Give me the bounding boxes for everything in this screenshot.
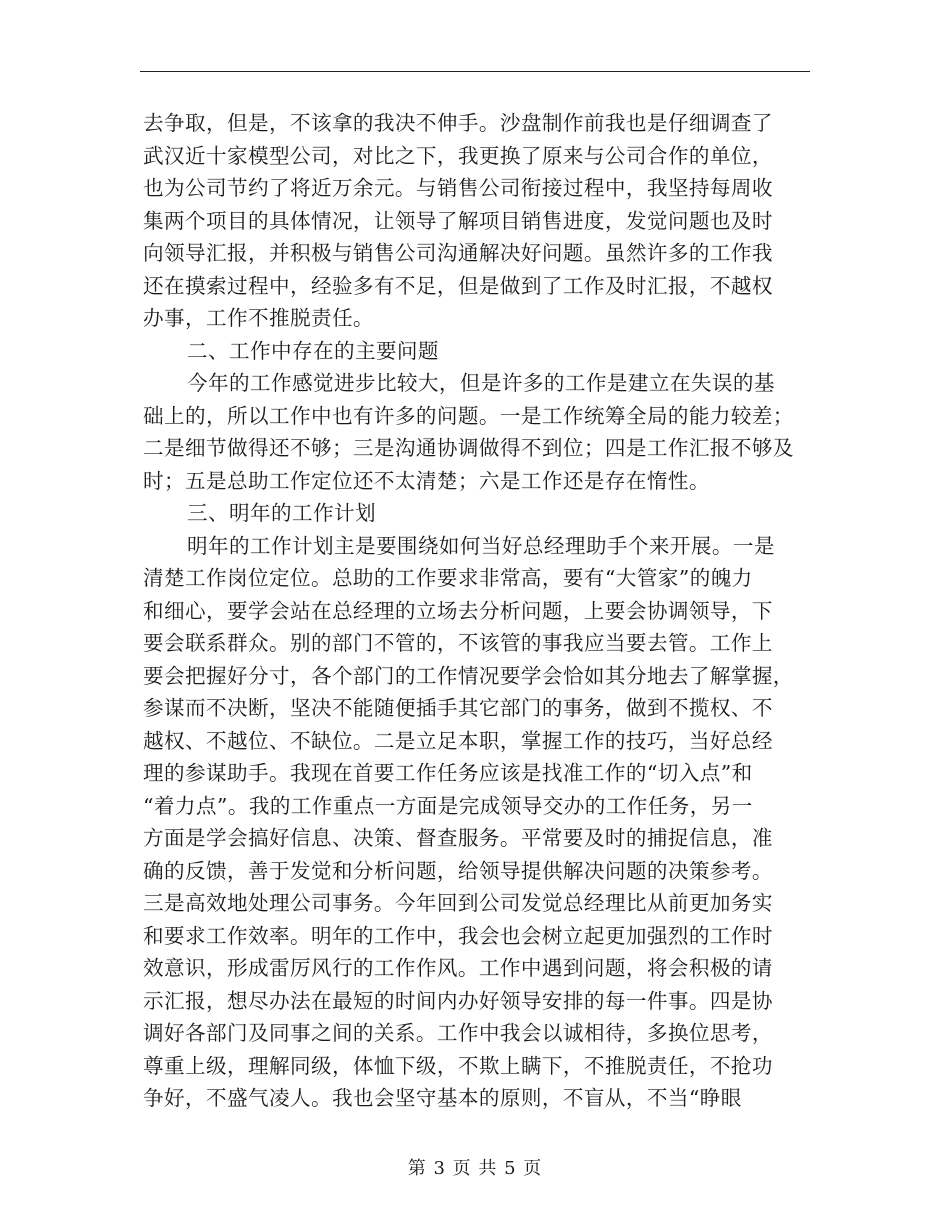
paragraph-line: “着力点”。我的工作重点一方面是完成领导交办的工作任务，另一 xyxy=(143,793,753,818)
paragraph-line: 参谋而不决断，坚决不能随便插手其它部门的事务，做到不揽权、不 xyxy=(143,696,773,720)
paragraph-line: 要会把握好分寸，各个部门的工作情况要学会恰如其分地去了解掌握， xyxy=(143,663,794,688)
paragraph-line: 清楚工作岗位定位。总助的工作要求非常高，要有“大管家”的魄力 xyxy=(143,566,753,590)
paragraph-line: 方面是学会搞好信息、决策、督查服务。平常要及时的捕捉信息，准 xyxy=(143,826,773,850)
paragraph-line: 尊重上级，理解同级，体恤下级，不欺上瞒下，不推脱责任，不抢功 xyxy=(143,1053,773,1078)
paragraph-line: 集两个项目的具体情况，让领导了解项目销售进度，发觉问题也及时 xyxy=(143,208,773,233)
paragraph-line: 调好各部门及同事之间的关系。工作中我会以诚相待，多换位思考， xyxy=(143,1021,773,1045)
paragraph-line: 去争取，但是，不该拿的我决不伸手。沙盘制作前我也是仔细调查了 xyxy=(143,111,773,135)
section-heading: 三、明年的工作计划 xyxy=(187,501,376,525)
paragraph-line: 办事，工作不推脱责任。 xyxy=(143,306,374,330)
paragraph-line: 时；五是总助工作定位还不太清楚；六是工作还是存在惰性。 xyxy=(143,468,710,493)
document-body xyxy=(143,107,815,1115)
paragraph-line: 三是高效地处理公司事务。今年回到公司发觉总经理比从前更加务实 xyxy=(143,891,773,915)
page-number: 第 3 页 共 5 页 xyxy=(407,1158,543,1179)
paragraph-line: 础上的，所以工作中也有许多的问题。一是工作统筹全局的能力较差； xyxy=(143,403,794,428)
paragraph-line: 要会联系群众。别的部门不管的，不该管的事我应当要去管。工作上 xyxy=(143,631,773,655)
paragraph-line: 争好，不盛气凌人。我也会坚守基本的原则，不盲从，不当“睁眼 xyxy=(143,1086,742,1110)
paragraph-line: 示汇报，想尽办法在最短的时间内办好领导安排的每一件事。四是协 xyxy=(143,988,773,1013)
paragraph-line: 确的反馈，善于发觉和分析问题，给领导提供解决问题的决策参考。 xyxy=(143,858,773,883)
paragraph-line: 今年的工作感觉进步比较大，但是许多的工作是建立在失误的基 xyxy=(187,371,775,395)
paragraph-line: 效意识，形成雷厉风行的工作作风。工作中遇到问题，将会积极的请 xyxy=(143,956,773,980)
section-heading: 二、工作中存在的主要问题 xyxy=(187,338,439,363)
paragraph-line: 也为公司节约了将近万余元。与销售公司衔接过程中，我坚持每周收 xyxy=(143,176,773,200)
paragraph-line: 向领导汇报，并积极与销售公司沟通解决好问题。虽然许多的工作我 xyxy=(143,241,773,265)
paragraph-line: 明年的工作计划主是要围绕如何当好总经理助手个来开展。一是 xyxy=(187,533,775,558)
paragraph-line: 和要求工作效率。明年的工作中，我会也会树立起更加强烈的工作时 xyxy=(143,923,773,948)
header-rule xyxy=(140,71,810,72)
paragraph-line: 武汉近十家模型公司，对比之下，我更换了原来与公司合作的单位， xyxy=(143,143,773,168)
paragraph-line: 二是细节做得还不够；三是沟通协调做得不到位；四是工作汇报不够及 xyxy=(143,436,794,460)
paragraph-line: 和细心，要学会站在总经理的立场去分析问题，上要会协调领导，下 xyxy=(143,598,773,623)
paragraph-line: 越权、不越位、不缺位。二是立足本职，掌握工作的技巧，当好总经 xyxy=(143,728,773,753)
paragraph-line: 理的参谋助手。我现在首要工作任务应该是找准工作的“切入点”和 xyxy=(143,761,753,785)
paragraph-line: 还在摸索过程中，经验多有不足，但是做到了工作及时汇报，不越权 xyxy=(143,273,773,298)
